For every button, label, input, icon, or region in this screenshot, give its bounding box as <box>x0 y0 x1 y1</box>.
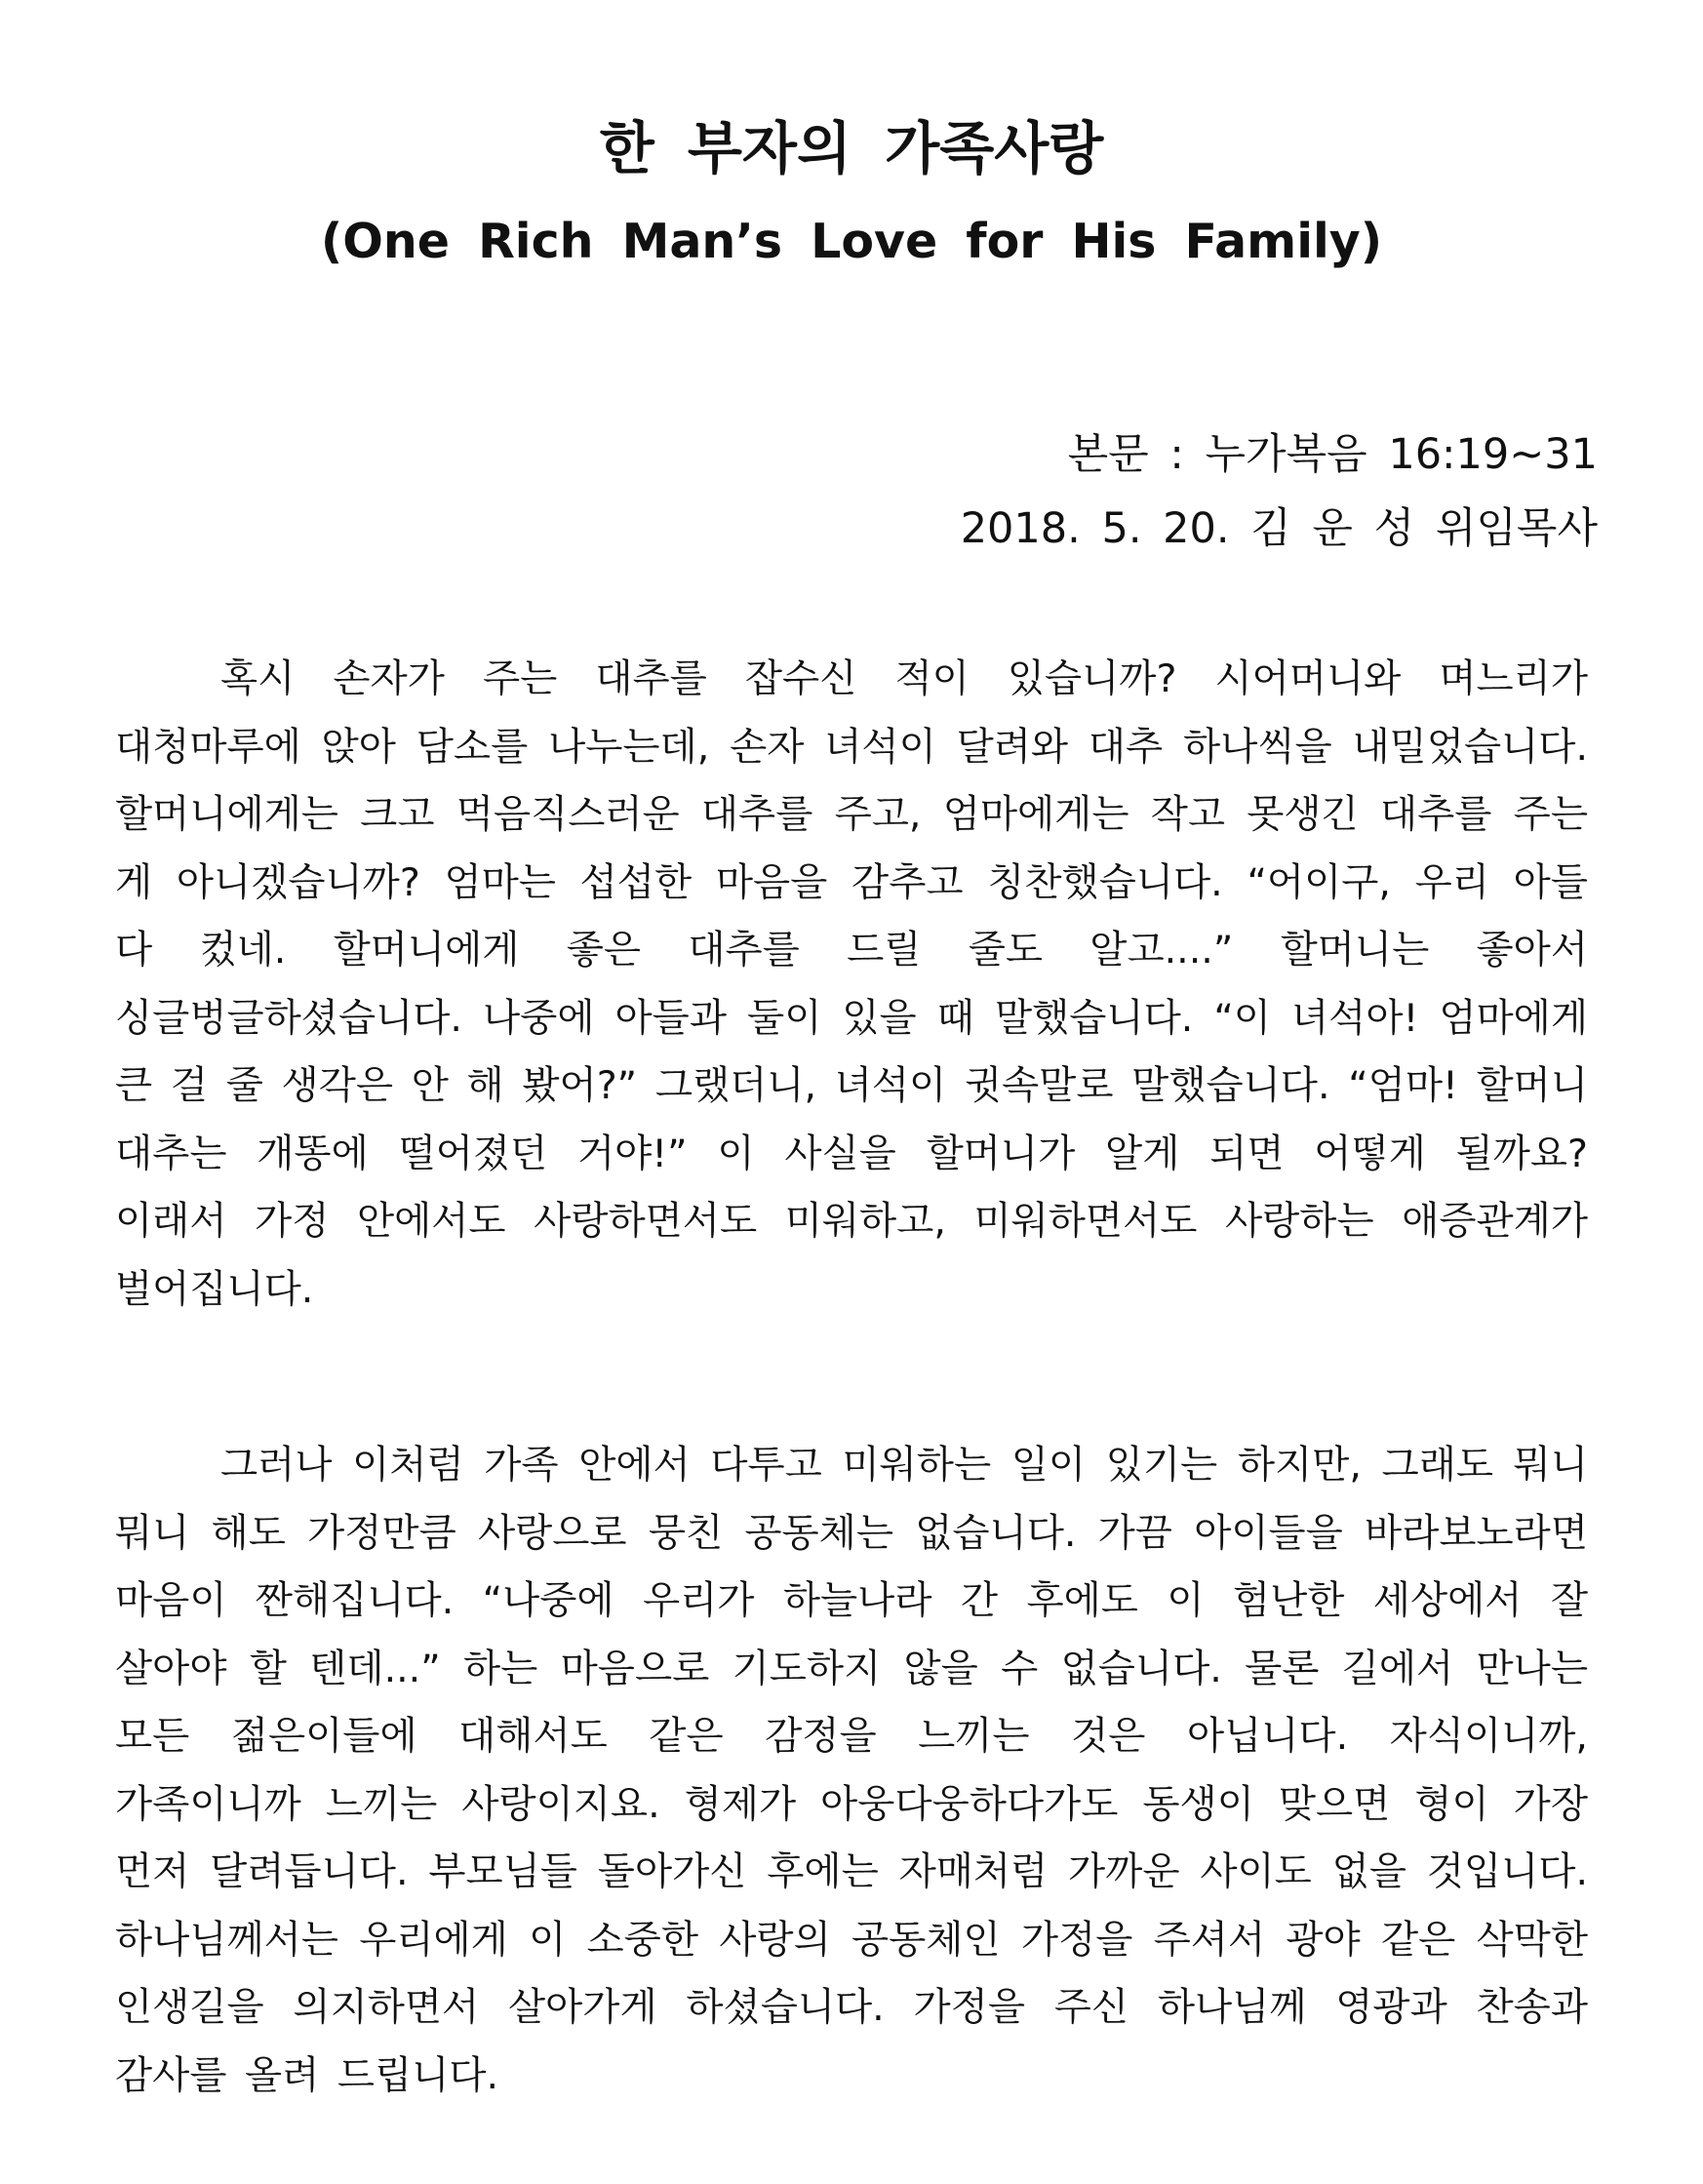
body-paragraph-2: 그러나 이처럼 가족 안에서 다투고 미워하는 일이 있기는 하지만, 그래도 뭐니 뭐니 해도 가정만큼 사랑으로 뭉친 공동체는 없습니다. 가끔 아이들을 바라보노라면 마음이 짠해집니다. “나중에 우리가 하늘나라 간 후에도 이 험난한 세상에서 잘 살아야 할 텐데...” 하는 마음으로 기도하지 않을 수 없습니다. 물론 길에서 만나는 모든 젊은이들에 대해서도 같은 감정을 느끼는 것은 아닙니다. 자식이니까, 가족이니까 느끼는 사랑이지요. 형제가 아웅다웅하다가도 동생이 맞으면 형이 가장 먼저 달려듭니다. 부모님들 돌아가신 후에는 자매처럼 가까운 사이도 없을 것입니다. 하나님께서는 우리에게 이 소중한 사랑의 공동체인 가정을 주셔서 광야 같은 삭막한 인생길을 의지하면서 살아가게 하셨습니다. 가정을 주신 하나님께 영광과 찬송과 감사를 올려 드립니다. <box>115 1443 1588 2098</box>
scripture-reference: 본문 : 누가복음 16:19~31 <box>1067 430 1598 479</box>
title-korean: 한 부자의 가족사랑 <box>599 115 1104 181</box>
body-paragraph-1: 혹시 손자가 주는 대추를 잡수신 적이 있습니까? 시어머니와 며느리가 대청마루에 앉아 담소를 나누는데, 손자 녀석이 달려와 대추 하나씩을 내밀었습니다. 할머니에게는 크고 먹음직스러운 대추를 주고, 엄마에게는 작고 못생긴 대추를 주는 게 아니겠습니까? 엄마는 섭섭한 마음을 감추고 칭찬했습니다. “어이구, 우리 아들 다 컸네. 할머니에게 좋은 대추를 드릴 줄도 알고....” 할머니는 좋아서 싱글벙글하셨습니다. 나중에 아들과 둘이 있을 때 말했습니다. “이 녀석아! 엄마에게 큰 걸 줄 생각은 안 해 봤어?” 그랬더니, 녀석이 귓속말로 말했습니다. “엄마! 할머니 대추는 개똥에 떨어졌던 거야!” 이 사실을 할머니가 알게 되면 어떻게 될까요? 이래서 가정 안에서도 사랑하면서도 미워하고, 미워하면서도 사랑하는 애증관계가 벌어집니다. <box>115 656 1589 1312</box>
title-english: (One Rich Man’s Love for His Family) <box>320 214 1383 269</box>
date-author: 2018. 5. 20. 김 운 성 위임목사 <box>960 504 1598 553</box>
